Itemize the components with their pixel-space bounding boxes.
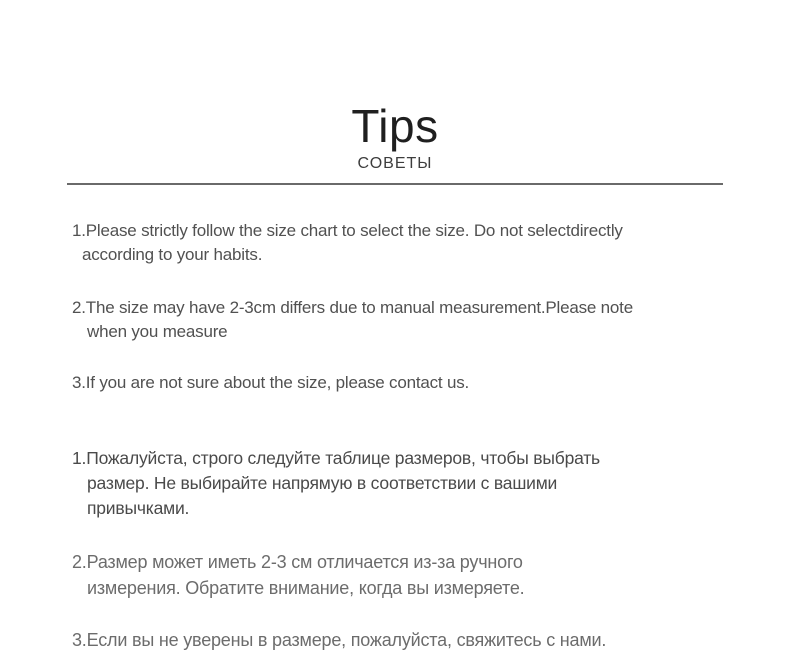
- tip-line: 1.Please strictly follow the size chart to select the size. Do not selectdirectly: [72, 221, 623, 240]
- english-tip-1: [72, 219, 740, 267]
- tip-line: измерения. Обратите внимание, когда вы измеряете.: [87, 578, 525, 598]
- english-tip-2: [72, 296, 740, 344]
- english-tip-3: [72, 371, 740, 395]
- tip-line: 1.Пожалуйста, строго следуйте таблице размеров, чтобы выбрать: [72, 448, 600, 468]
- russian-tip-3: [72, 627, 740, 653]
- header: [0, 0, 790, 174]
- russian-tip-2: [72, 549, 740, 601]
- page-subtitle: СОВЕТЫ: [357, 155, 433, 172]
- tip-line: 2.Размер может иметь 2-3 см отличается из-за ручного: [72, 552, 523, 572]
- tip-line: размер. Не выбирайте напрямую в соответствии с вашими: [87, 473, 558, 493]
- tip-line: 2.The size may have 2-3cm differs due to manual measurement.Please note: [72, 298, 633, 317]
- russian-tip-1: [72, 446, 740, 521]
- tips-body: [0, 219, 790, 653]
- tip-line: 3.Если вы не уверены в размере, пожалуйста, свяжитесь с нами.: [72, 630, 607, 650]
- tip-line: according to your habits.: [82, 245, 263, 264]
- tip-line: when you measure: [87, 322, 228, 341]
- divider-line: [67, 183, 723, 185]
- tip-line: привычками.: [87, 498, 190, 518]
- tip-line: 3.If you are not sure about the size, please contact us.: [72, 373, 470, 392]
- page-title: Tips: [351, 100, 439, 152]
